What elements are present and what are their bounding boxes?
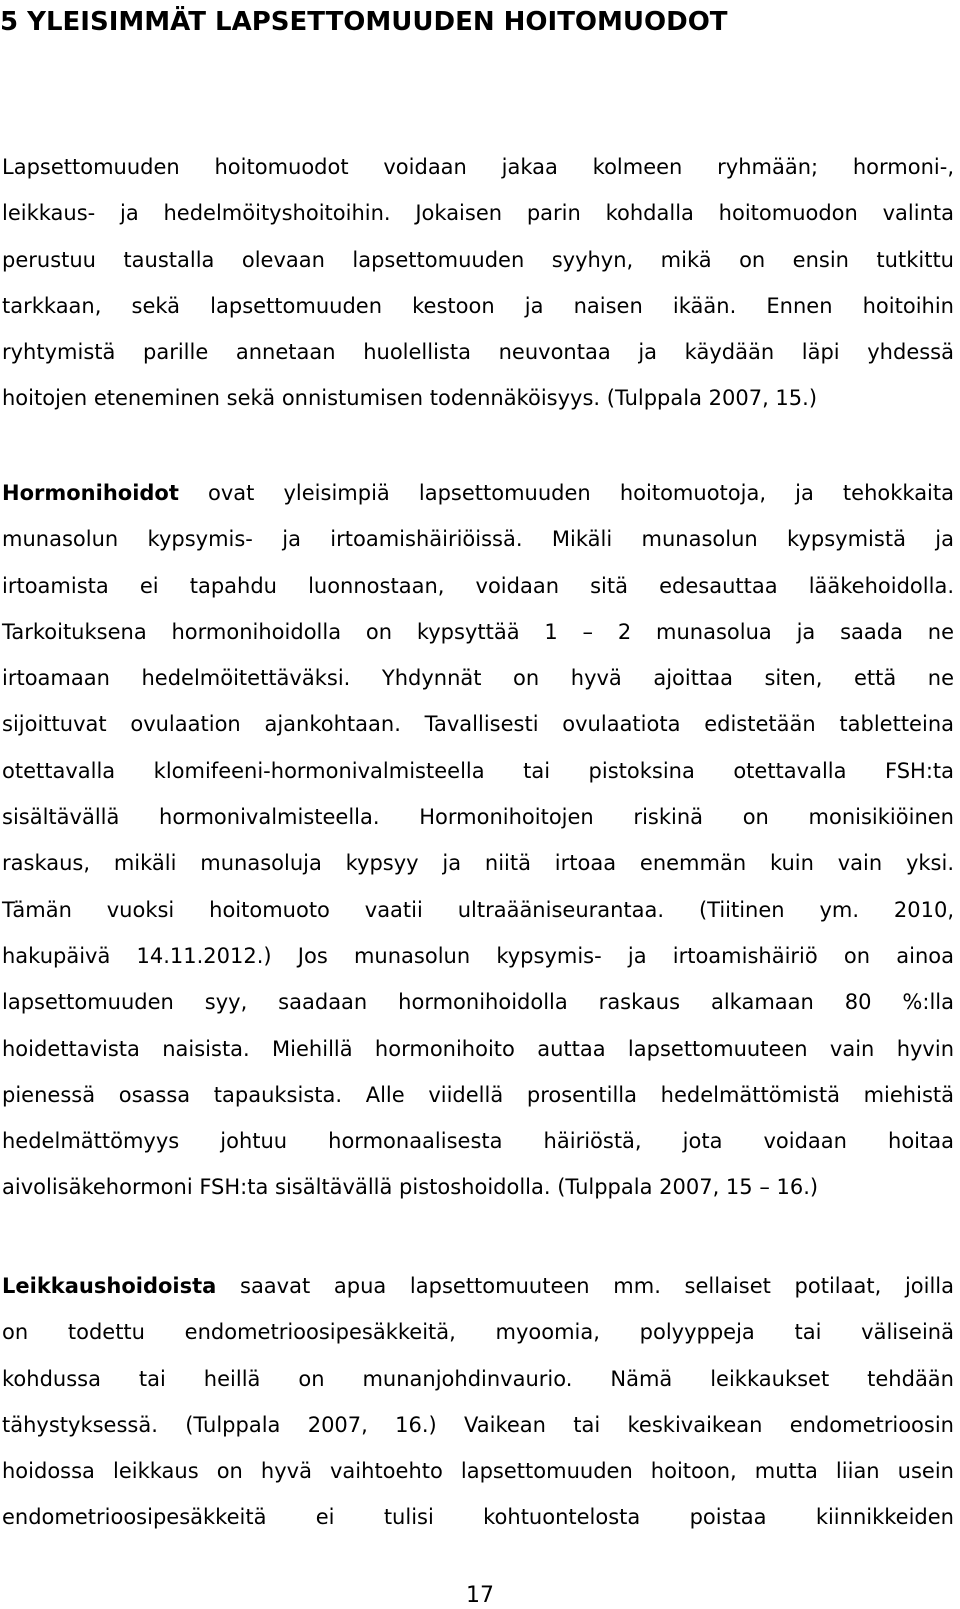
text-line: Lapsettomuuden hoitomuodot voidaan jakaa kolmeen ryhmään; hormoni-,	[2, 155, 954, 179]
text-line: endometrioosipesäkkeitä ei tulisi kohtuontelosta poistaa kiinnikkeiden	[2, 1505, 954, 1530]
text-line: sijoittuvat ovulaation ajankohtaan. Tavallisesti ovulaatiota edistetään tabletteina	[2, 712, 954, 737]
text-span: ovat yleisimpiä lapsettomuuden hoitomuotoja, ja tehokkaita	[178, 481, 954, 505]
text-line: Tämän vuoksi hoitomuoto vaatii ultraääniseurantaa. (Tiitinen ym. 2010,	[2, 897, 954, 922]
text-line: munasolun kypsymis- ja irtoamishäiriöissä. Mikäli munasolun kypsymistä ja	[2, 527, 954, 552]
text-line: hoidettavista naisista. Miehillä hormonihoito auttaa lapsettomuuteen vain hyvin	[2, 1036, 954, 1061]
paragraph-hormone-therapy	[2, 470, 954, 1211]
chapter-heading: 5 YLEISIMMÄT LAPSETTOMUUDEN HOITOMUODOT	[0, 7, 728, 37]
text-line	[2, 1263, 954, 1309]
page-number: 17	[466, 1583, 494, 1608]
text-line: tähystyksessä. (Tulppala 2007, 16.) Vaikean tai keskivaikean endometrioosin	[2, 1412, 954, 1437]
text-line: kohdussa tai heillä on munanjohdinvaurio. Nämä leikkaukset tehdään	[2, 1366, 954, 1391]
text-line: Tarkoituksena hormonihoidolla on kypsyttää 1 – 2 munasolua ja saada ne	[2, 619, 954, 644]
text-line: pienessä osassa tapauksista. Alle viidellä prosentilla hedelmättömistä miehistä	[2, 1082, 954, 1107]
paragraph-lead-term: Leikkaushoidoista	[2, 1274, 217, 1298]
text-line: irtoamista ei tapahdu luonnostaan, voidaan sitä edesauttaa lääkehoidolla.	[2, 573, 954, 598]
text-line: tarkkaan, sekä lapsettomuuden kestoon ja naisen ikään. Ennen hoitoihin	[2, 293, 954, 318]
text-line: aivolisäkehormoni FSH:ta sisältävällä pistoshoidolla. (Tulppala 2007, 15 – 16.)	[2, 1175, 819, 1200]
text-line: lapsettomuuden syy, saadaan hormonihoidolla raskaus alkamaan 80 %:lla	[2, 990, 954, 1015]
text-line: hakupäivä 14.11.2012.) Jos munasolun kypsymis- ja irtoamishäiriö on ainoa	[2, 943, 954, 968]
text-span: saavat apua lapsettomuuteen mm. sellaiset potilaat, joilla	[216, 1274, 954, 1298]
paragraph-lead-term: Hormonihoidot	[2, 481, 179, 505]
text-line: perustuu taustalla olevaan lapsettomuuden syyhyn, mikä on ensin tutkittu	[2, 247, 954, 272]
text-line: raskaus, mikäli munasoluja kypsyy ja niitä irtoaa enemmän kuin vain yksi.	[2, 851, 954, 876]
text-line: ryhtymistä parille annetaan huolellista neuvontaa ja käydään läpi yhdessä	[2, 340, 954, 365]
text-line: leikkaus- ja hedelmöityshoitoihin. Jokaisen parin kohdalla hoitomuodon valinta	[2, 201, 954, 226]
text-line: on todettu endometrioosipesäkkeitä, myoomia, polyyppeja tai väliseinä	[2, 1320, 954, 1345]
text-line: hoidossa leikkaus on hyvä vaihtoehto lapsettomuuden hoitoon, mutta liian usein	[2, 1459, 954, 1484]
text-line: irtoamaan hedelmöitettäväksi. Yhdynnät on hyvä ajoittaa siten, että ne	[2, 666, 954, 691]
text-line: otettavalla klomifeeni-hormonivalmisteella tai pistoksina otettavalla FSH:ta	[2, 758, 954, 783]
paragraph-surgical-therapy	[2, 1263, 954, 1541]
text-line: hoitojen eteneminen sekä onnistumisen todennäköisyys. (Tulppala 2007, 15.)	[2, 386, 818, 411]
text-line	[2, 470, 954, 516]
text-line: hedelmättömyys johtuu hormonaalisesta häiriöstä, jota voidaan hoitaa	[2, 1129, 954, 1154]
text-line: sisältävällä hormonivalmisteella. Hormonihoitojen riskinä on monisikiöinen	[2, 805, 954, 830]
paragraph-intro	[2, 144, 954, 422]
